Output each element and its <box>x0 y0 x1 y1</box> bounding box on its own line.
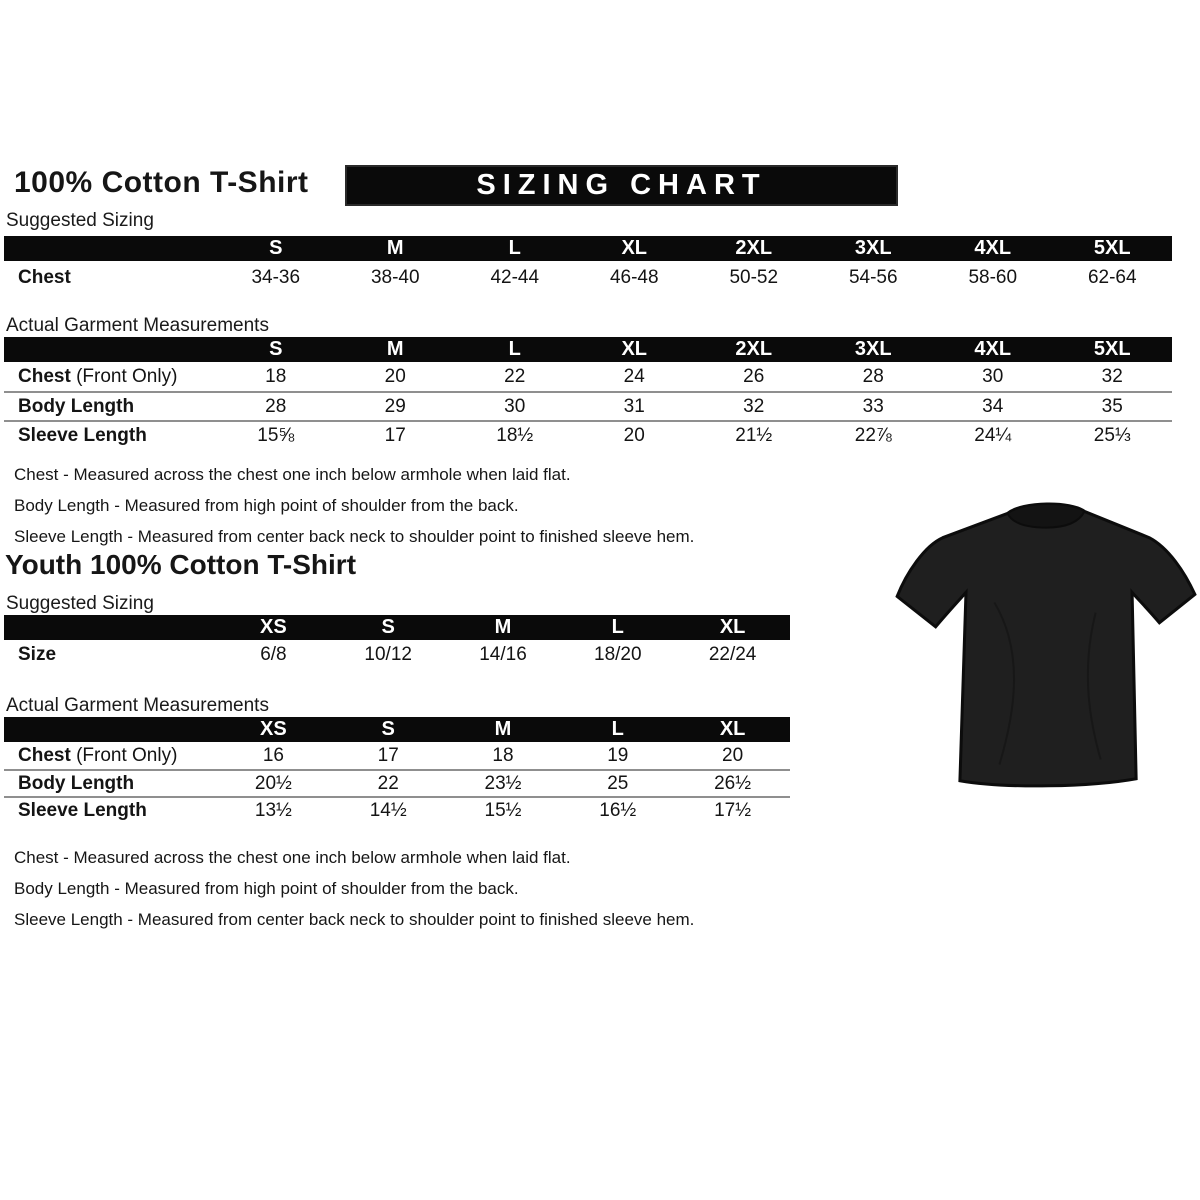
size-column-header: 4XL <box>974 237 1012 259</box>
measurement-value: 38-40 <box>370 266 420 288</box>
size-column-header: XS <box>260 718 287 740</box>
measurement-value: 15½ <box>484 799 522 821</box>
measurement-note: Chest - Measured across the chest one inch below armhole when laid flat. <box>14 465 571 484</box>
measurement-value: 17½ <box>714 799 752 821</box>
measurement-value: 20 <box>623 424 645 446</box>
tshirt-icon <box>893 481 1199 803</box>
size-column-header: S <box>269 338 283 360</box>
row-label: Chest (Front Only) <box>18 744 178 766</box>
row-label: Sleeve Length <box>18 799 147 821</box>
table-header-row <box>4 615 790 640</box>
size-column-header: 4XL <box>974 338 1012 360</box>
size-column-header: 2XL <box>735 237 773 259</box>
adult-actual-measurements-table <box>4 337 1172 449</box>
measurement-value: 24 <box>623 365 645 387</box>
table-row <box>4 391 1172 420</box>
youth-measurement-notes <box>14 842 694 935</box>
measurement-value: 22⅞ <box>854 424 892 446</box>
size-column-header: 3XL <box>854 338 892 360</box>
measurement-value: 13½ <box>254 799 292 821</box>
measurement-value: 33 <box>862 395 884 417</box>
measurement-value: 62-64 <box>1087 266 1137 288</box>
measurement-value: 23½ <box>484 772 522 794</box>
table-row <box>4 742 790 769</box>
measurement-value: 18/20 <box>594 643 642 665</box>
measurement-value: 35 <box>1101 395 1123 417</box>
measurement-value: 34-36 <box>251 266 301 288</box>
youth-suggested-sizing-label: Suggested Sizing <box>6 593 154 614</box>
size-column-header: L <box>611 616 624 638</box>
adult-measurement-notes <box>14 459 694 552</box>
size-column-header: L <box>611 718 624 740</box>
tshirt-image <box>893 481 1199 803</box>
measurement-value: 50-52 <box>729 266 779 288</box>
youth-title: Youth 100% Cotton T-Shirt <box>5 549 357 580</box>
table-row <box>4 769 790 796</box>
measurement-value: 24¼ <box>974 424 1012 446</box>
measurement-note: Body Length - Measured from high point of shoulder from the back. <box>14 496 519 515</box>
measurement-value: 10/12 <box>364 643 412 665</box>
size-column-header: XS <box>260 616 287 638</box>
size-column-header: 2XL <box>735 338 773 360</box>
size-column-header: XL <box>719 718 746 740</box>
measurement-value: 58-60 <box>968 266 1018 288</box>
table-header-row <box>4 717 790 742</box>
table-row <box>4 796 790 823</box>
row-label: Chest <box>18 266 71 288</box>
measurement-value: 32 <box>743 395 765 417</box>
measurement-value: 54-56 <box>848 266 898 288</box>
size-column-header: S <box>381 616 395 638</box>
measurement-value: 25⅓ <box>1093 424 1131 446</box>
measurement-value: 20 <box>384 365 406 387</box>
measurement-value: 18 <box>492 744 514 766</box>
row-label: Body Length <box>18 772 135 794</box>
measurement-value: 22/24 <box>708 643 757 665</box>
measurement-value: 30 <box>982 365 1004 387</box>
size-column-header: L <box>508 338 521 360</box>
table-row <box>4 640 790 669</box>
row-label: Sleeve Length <box>18 424 147 446</box>
table-header-row <box>4 337 1172 362</box>
measurement-value: 16 <box>262 744 284 766</box>
measurement-value: 18 <box>265 365 287 387</box>
measurement-value: 31 <box>623 395 645 417</box>
measurement-value: 26 <box>743 365 765 387</box>
measurement-note: Chest - Measured across the chest one inch below armhole when laid flat. <box>14 848 571 867</box>
measurement-value: 20 <box>722 744 744 766</box>
measurement-value: 17 <box>377 744 399 766</box>
size-column-header: XL <box>621 338 648 360</box>
size-column-header: 5XL <box>1093 237 1131 259</box>
measurement-value: 32 <box>1101 365 1123 387</box>
youth-suggested-sizing-table <box>4 615 790 669</box>
measurement-note: Sleeve Length - Measured from center back neck to shoulder point to finished sleeve hem. <box>14 910 695 929</box>
table-row <box>4 261 1172 294</box>
measurement-value: 42-44 <box>490 266 540 288</box>
size-column-header: 3XL <box>854 237 892 259</box>
size-column-header: XL <box>719 616 746 638</box>
size-column-header: L <box>508 237 521 259</box>
measurement-value: 6/8 <box>260 643 287 665</box>
measurement-value: 20½ <box>254 772 292 794</box>
measurement-value: 26½ <box>714 772 752 794</box>
measurement-value: 28 <box>265 395 287 417</box>
sizing-chart-banner <box>345 165 898 206</box>
measurement-value: 22 <box>504 365 526 387</box>
youth-actual-measurements-table <box>4 717 790 823</box>
size-column-header: M <box>386 237 404 259</box>
measurement-value: 22 <box>377 772 399 794</box>
measurement-value: 16½ <box>599 799 637 821</box>
adult-suggested-sizing-table <box>4 236 1172 294</box>
size-column-header: XL <box>621 237 648 259</box>
measurement-value: 28 <box>862 365 884 387</box>
measurement-note: Sleeve Length - Measured from center back neck to shoulder point to finished sleeve hem. <box>14 527 695 546</box>
adult-actual-measurements-label: Actual Garment Measurements <box>6 315 269 336</box>
size-column-header: M <box>494 616 512 638</box>
size-column-header: S <box>269 237 283 259</box>
measurement-value: 46-48 <box>609 266 659 288</box>
size-column-header: M <box>386 338 404 360</box>
row-label: Chest (Front Only) <box>18 365 178 387</box>
measurement-value: 21½ <box>735 424 773 446</box>
adult-suggested-sizing-label: Suggested Sizing <box>6 210 154 231</box>
measurement-value: 14½ <box>369 799 407 821</box>
measurement-value: 17 <box>384 424 406 446</box>
row-label: Size <box>18 643 57 665</box>
measurement-value: 18½ <box>496 424 534 446</box>
measurement-value: 34 <box>982 395 1004 417</box>
table-row <box>4 362 1172 391</box>
row-label: Body Length <box>18 395 135 417</box>
table-header-row <box>4 236 1172 261</box>
measurement-value: 19 <box>607 744 629 766</box>
youth-actual-measurements-label: Actual Garment Measurements <box>6 695 269 716</box>
measurement-value: 30 <box>504 395 526 417</box>
table-row <box>4 420 1172 449</box>
banner-text: SIZING CHART <box>476 169 767 201</box>
measurement-value: 14/16 <box>479 643 527 665</box>
measurement-value: 25 <box>607 772 629 794</box>
measurement-value: 15⅝ <box>257 424 295 446</box>
size-column-header: 5XL <box>1093 338 1131 360</box>
measurement-value: 29 <box>384 395 406 417</box>
page-title: 100% Cotton T-Shirt <box>14 166 309 199</box>
size-column-header: S <box>381 718 395 740</box>
measurement-note: Body Length - Measured from high point of shoulder from the back. <box>14 879 519 898</box>
size-column-header: M <box>494 718 512 740</box>
